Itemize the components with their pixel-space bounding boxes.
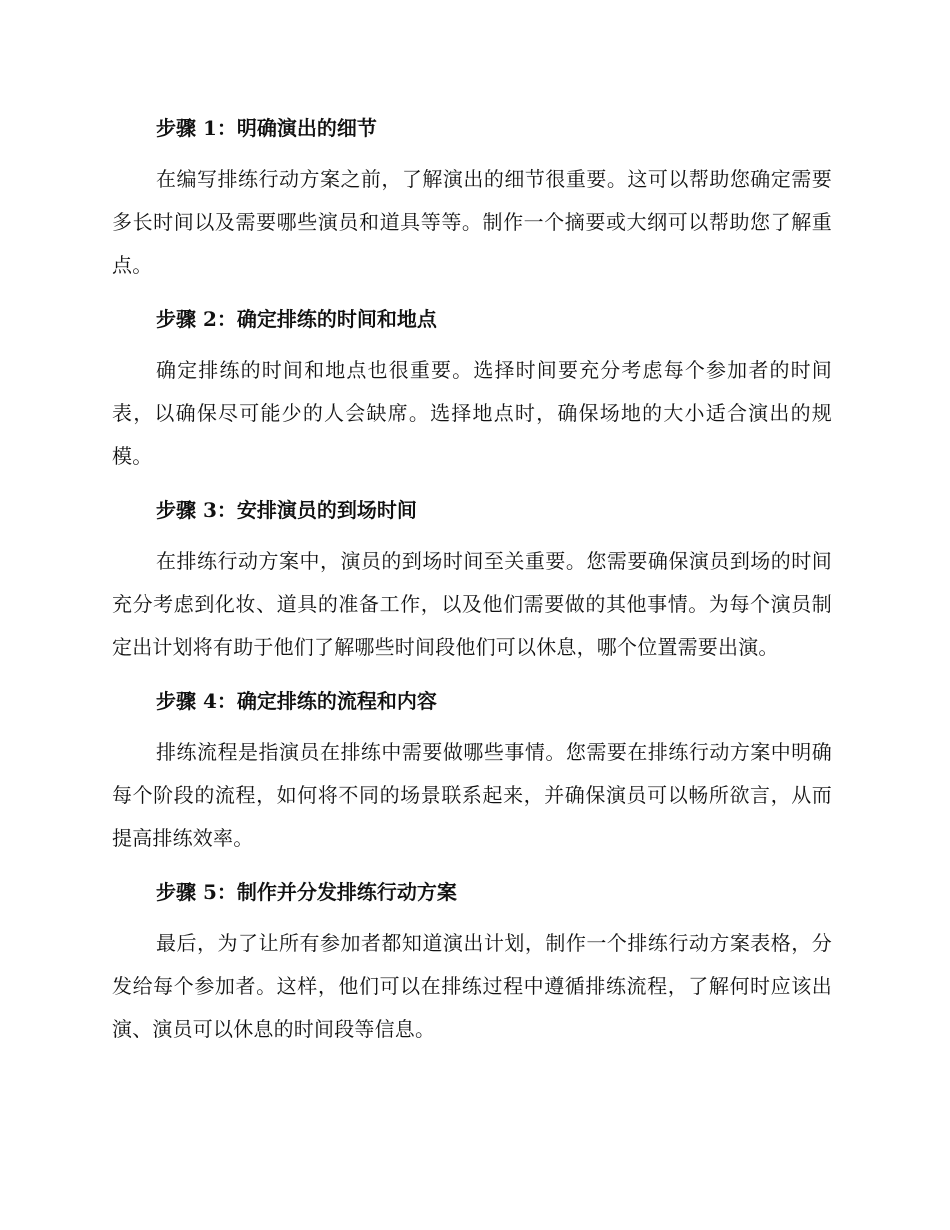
step-1-heading: 步骤 1：明确演出的细节 — [156, 116, 377, 140]
step-4-paragraph: 排练流程是指演员在排练中需要做哪些事情。您需要在排练行动方案中明确每个阶段的流程，如何将不同的场景联系起来，并确保演员可以畅所欲言，从而提高排练效率。 — [112, 740, 832, 850]
step-3-paragraph: 在排练行动方案中，演员的到场时间至关重要。您需要确保演员到场的时间充分考虑到化妆、道具的准备工作，以及他们需要做的其他事情。为每个演员制定出计划将有助于他们了解哪些时间段他们可以休息，哪个位置需要出演。 — [112, 549, 832, 659]
document-content — [112, 108, 832, 1063]
step-1-paragraph: 在编写排练行动方案之前，了解演出的细节很重要。这可以帮助您确定需要多长时间以及需要哪些演员和道具等等。制作一个摘要或大纲可以帮助您了解重点。 — [112, 167, 832, 277]
step-2-heading: 步骤 2：确定排练的时间和地点 — [156, 307, 437, 331]
step-3-heading: 步骤 3：安排演员的到场时间 — [156, 498, 417, 522]
step-5-heading: 步骤 5：制作并分发排练行动方案 — [156, 880, 457, 904]
step-5-paragraph: 最后，为了让所有参加者都知道演出计划，制作一个排练行动方案表格，分发给每个参加者。这样，他们可以在排练过程中遵循排练流程，了解何时应该出演、演员可以休息的时间段等信息。 — [112, 931, 832, 1041]
step-4-heading: 步骤 4：确定排练的流程和内容 — [156, 689, 437, 713]
step-2-paragraph: 确定排练的时间和地点也很重要。选择时间要充分考虑每个参加者的时间表，以确保尽可能少的人会缺席。选择地点时，确保场地的大小适合演出的规模。 — [112, 358, 832, 468]
